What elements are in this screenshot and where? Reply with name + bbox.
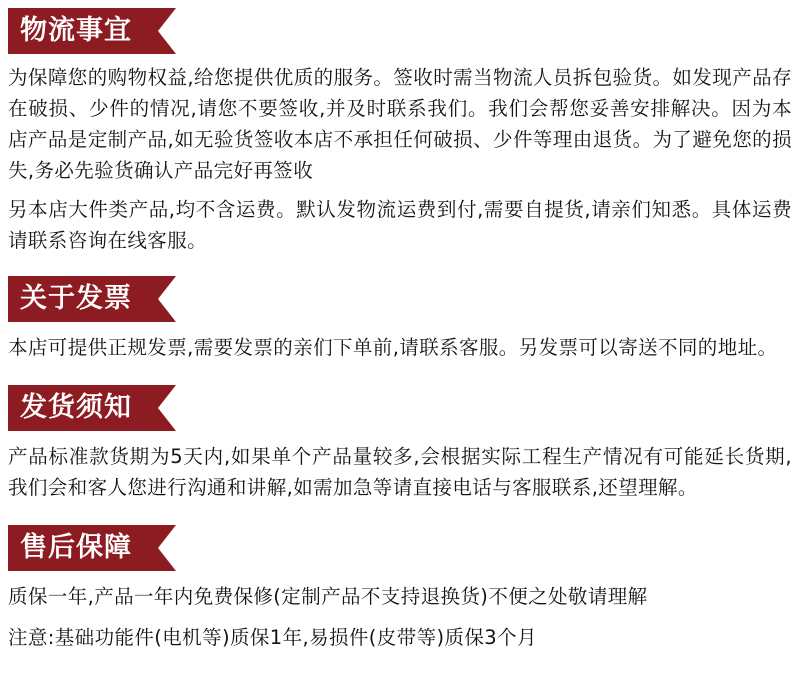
section-logistics <box>8 8 792 256</box>
section-shipping-notice-heading-wrap <box>8 385 792 431</box>
section-shipping-notice-heading: 发货须知 <box>8 385 158 431</box>
section-after-sales-heading-wrap <box>8 525 792 571</box>
section-logistics-heading: 物流事宜 <box>8 8 158 54</box>
section-invoice-heading: 关于发票 <box>8 276 158 322</box>
section-shipping-notice <box>8 385 792 503</box>
section-after-sales <box>8 525 792 653</box>
section-after-sales-heading: 售后保障 <box>8 525 158 571</box>
section-invoice <box>8 276 792 363</box>
section-logistics-heading-wrap <box>8 8 792 54</box>
document-page <box>0 8 800 676</box>
section-after-sales-paragraph-2: 注意:基础功能件(电机等)质保1年,易损件(皮带等)质保3个月 <box>8 626 537 649</box>
section-shipping-notice-paragraph-1: 产品标准款货期为5天内,如果单个产品量较多,会根据实际工程生产情况有可能延长货期,我们会和客人您进行沟通和讲解,如需加急等请直接电话与客服联系,还望理解。 <box>8 445 792 499</box>
section-invoice-heading-wrap <box>8 276 792 322</box>
section-after-sales-paragraph-1: 质保一年,产品一年内免费保修(定制产品不支持退换货)不便之处敬请理解 <box>8 585 648 608</box>
section-logistics-paragraph-1: 为保障您的购物权益,给您提供优质的服务。签收时需当物流人员拆包验货。如发现产品存在破损、少件的情况,请您不要签收,并及时联系我们。我们会帮您妥善安排解决。因为本店产品是定制产品,如无验货签收本店不承担任何破损、少件等理由退货。为了避免您的损失,务必先验货确认产品完好再签收 <box>8 66 792 182</box>
section-invoice-paragraph-1: 本店可提供正规发票,需要发票的亲们下单前,请联系客服。另发票可以寄送不同的地址。 <box>8 336 778 359</box>
section-logistics-paragraph-2: 另本店大件类产品,均不含运费。默认发物流运费到付,需要自提货,请亲们知悉。具体运费请联系咨询在线客服。 <box>8 198 792 252</box>
